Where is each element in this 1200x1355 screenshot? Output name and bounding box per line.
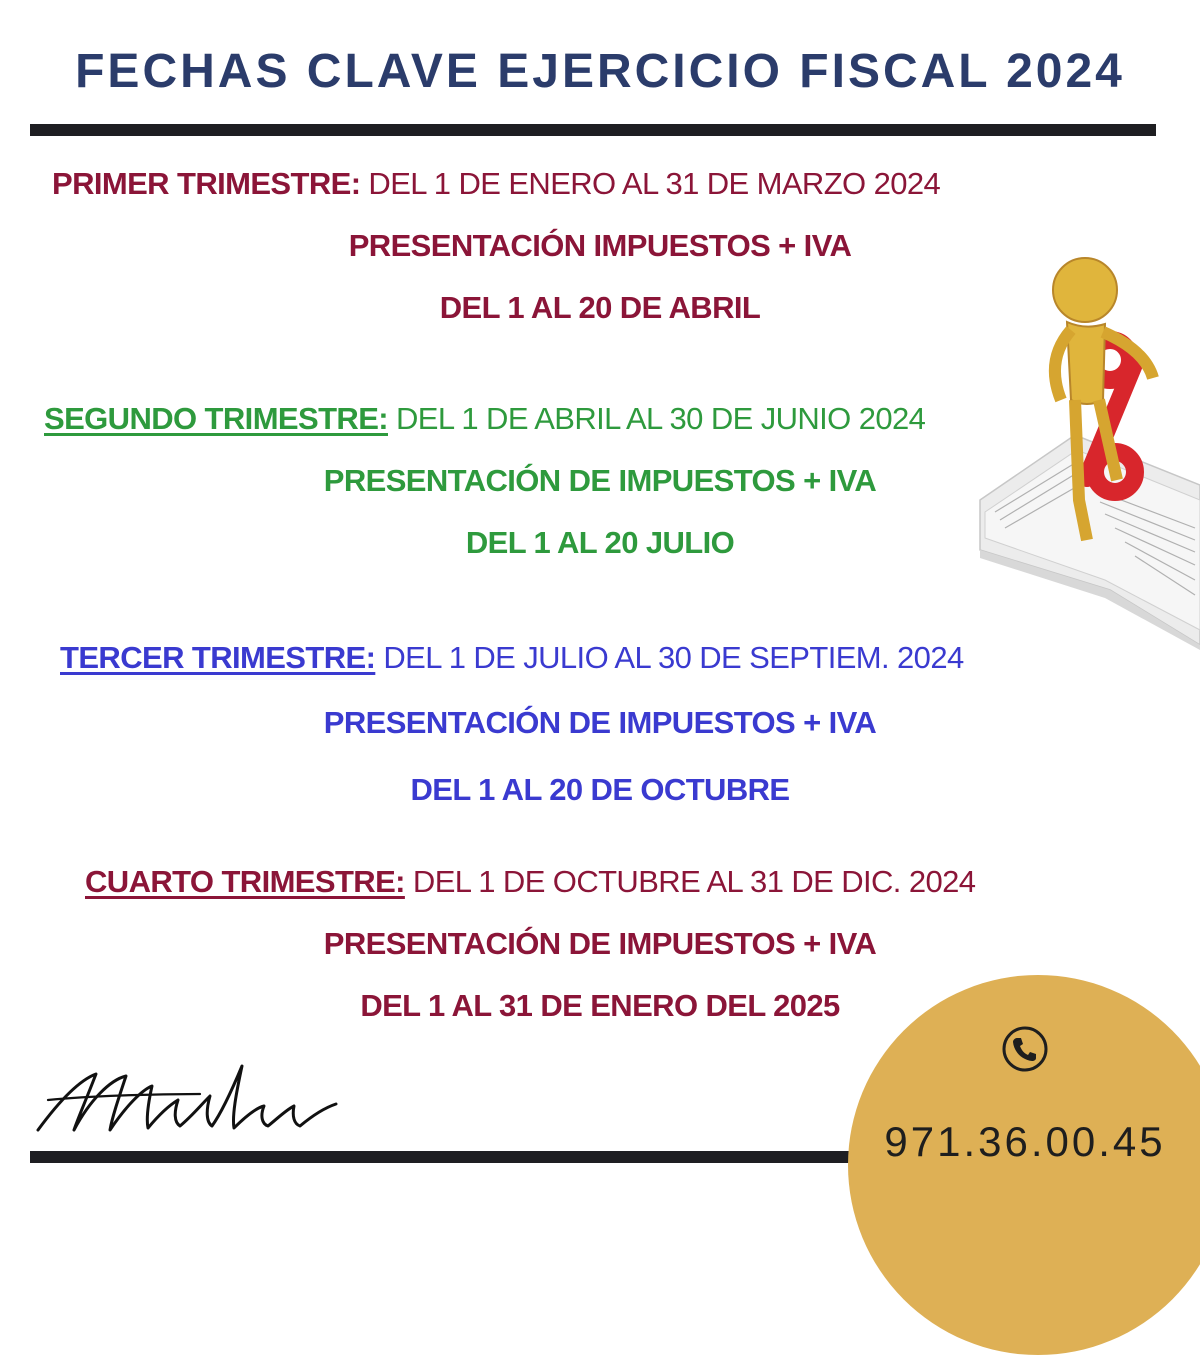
q2-label: SEGUNDO TRIMESTRE: bbox=[44, 401, 388, 436]
q1-label: PRIMER TRIMESTRE: bbox=[52, 166, 361, 201]
q1-filing-dates: DEL 1 AL 20 DE ABRIL bbox=[439, 290, 761, 325]
top-divider bbox=[30, 124, 1156, 136]
phone-icon bbox=[1000, 1024, 1050, 1074]
q4-range: DEL 1 DE OCTUBRE AL 31 DE DIC. 2024 bbox=[404, 864, 976, 899]
q2-range: DEL 1 DE ABRIL AL 30 DE JUNIO 2024 bbox=[388, 401, 926, 436]
q4-label: CUARTO TRIMESTRE: bbox=[85, 864, 405, 899]
q2-filing-line: PRESENTACIÓN DE IMPUESTOS + IVA bbox=[323, 463, 877, 498]
q3-range-line bbox=[60, 640, 964, 676]
mantolan-signature-logo bbox=[30, 1060, 350, 1140]
tax-figure-illustration bbox=[975, 250, 1200, 650]
q1-filing-line: PRESENTACIÓN IMPUESTOS + IVA bbox=[348, 228, 852, 263]
q1-range: DEL 1 DE ENERO AL 31 DE MARZO 2024 bbox=[360, 166, 941, 201]
q2-filing-dates: DEL 1 AL 20 JULIO bbox=[465, 525, 735, 560]
q1-range-line bbox=[52, 166, 940, 202]
q4-range-line bbox=[85, 864, 975, 900]
q3-filing-dates: DEL 1 AL 20 DE OCTUBRE bbox=[410, 772, 790, 807]
q4-filing-dates: DEL 1 AL 31 DE ENERO DEL 2025 bbox=[360, 988, 840, 1023]
q4-filing-line: PRESENTACIÓN DE IMPUESTOS + IVA bbox=[323, 926, 877, 961]
page-title: FECHAS CLAVE EJERCICIO FISCAL 2024 bbox=[75, 45, 1125, 98]
phone-number[interactable]: 971.36.00.45 bbox=[884, 1118, 1166, 1165]
q3-filing-line: PRESENTACIÓN DE IMPUESTOS + IVA bbox=[323, 705, 877, 740]
q3-range: DEL 1 DE JULIO AL 30 DE SEPTIEM. 2024 bbox=[375, 640, 964, 675]
q2-range-line bbox=[44, 401, 925, 437]
q3-label: TERCER TRIMESTRE: bbox=[60, 640, 376, 675]
